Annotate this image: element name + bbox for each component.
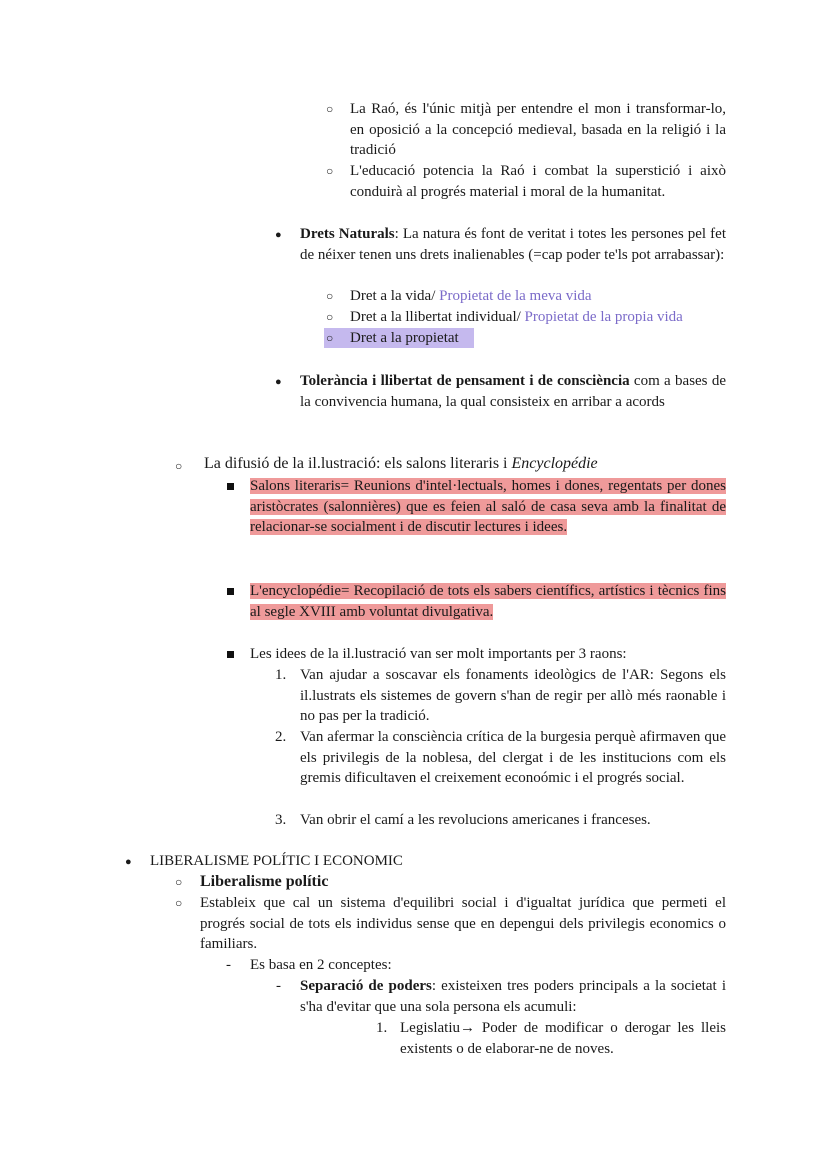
tolerance-paragraph (300, 371, 726, 412)
importance-text: Les idees de la il.lustració van ser molt importants per 3 raons: (250, 646, 627, 662)
separation-title: Separació de poders (300, 978, 432, 994)
right-note: Propietat de la meva vida (439, 288, 592, 304)
establishes-paragraph: Estableix que cal un sistema d'equilibri social i d'igualtat jurídica que permeti el progrés social de tots els individus sense que en depengui dels privilegis economics o familiars. (200, 895, 726, 953)
circle-bullet-icon: ○ (175, 459, 183, 473)
circle-bullet-icon: ○ (175, 875, 183, 889)
right-label: Dret a la vida/ (350, 288, 440, 304)
diffusion-heading-text: La difusió de la il.lustració: els salons literaris i (204, 455, 512, 472)
tolerance-title: Tolerància i llibertat de pensament i de consciència (300, 373, 630, 389)
right-item-liberty (350, 307, 683, 328)
salons-text: Salons literaris= Reunions d'intel·lectuals, homes i dones, regentats per dones aristòcrates (salonnières) que es feien al saló de casa seva amb la finalitat de relacionar-se socialment i de discutir lectures i idees. (250, 478, 726, 536)
natural-rights-text: : La natura és font de veritat i totes les persones pel fet de néixer tenen uns drets inalienables (=cap poder te'ls pot arrabassar): (300, 226, 726, 263)
list-number: 1. (275, 667, 287, 683)
right-item-property: Dret a la propietat (350, 330, 459, 346)
disc-bullet-icon: ● (275, 229, 282, 241)
circle-bullet-icon: ○ (175, 896, 183, 910)
list-number: 3. (275, 812, 287, 828)
circle-bullet-icon: ○ (326, 164, 334, 178)
reason-item: Van obrir el camí a les revolucions americanes i franceses. (300, 812, 651, 828)
disc-bullet-icon: ● (275, 376, 282, 388)
separation-text: : existeixen tres poders principals a la societat i s'ha d'evitar que una sola persona els acumuli: (300, 978, 726, 1015)
based-on-text: Es basa en 2 conceptes: (250, 957, 392, 973)
circle-bullet-icon: ○ (326, 289, 334, 303)
reason-paragraph: La Raó, és l'únic mitjà per entendre el mon i transformar-lo, en oposició a la concepció medieval, basada en la religió i la tradició (350, 101, 726, 159)
list-number: 1. (376, 1020, 388, 1036)
tolerance-text: com a bases de la convivencia humana, la qual consisteix en arribar a acords (300, 373, 726, 410)
right-note: Propietat de la propia vida (524, 309, 683, 325)
encyclopedie-paragraph (250, 581, 726, 622)
circle-bullet-icon: ○ (326, 331, 334, 345)
dash-bullet: - (226, 957, 231, 973)
list-number: 2. (275, 729, 287, 745)
liberalism-heading: LIBERALISME POLÍTIC I ECONOMIC (150, 853, 403, 869)
separation-paragraph (300, 976, 726, 1017)
natural-rights-paragraph (300, 224, 726, 265)
right-item-life (350, 286, 592, 307)
square-bullet-icon (227, 483, 234, 490)
natural-rights-title: Drets Naturals (300, 226, 395, 242)
circle-bullet-icon: ○ (326, 310, 334, 324)
reason-item: Van afermar la consciència crítica de la burgesia perquè afirmaven que els privilegis de la noblesa, del clergat i de les institucions com els gremis dificultaven el creixement econoómic i el progrés social. (300, 729, 726, 787)
disc-bullet-icon: ● (125, 856, 132, 868)
right-label: Dret a la llibertat individual/ (350, 309, 525, 325)
dash-bullet: - (276, 978, 281, 994)
political-liberalism-title: Liberalisme polític (200, 873, 329, 890)
encyclopedie-text: L'encyclopédie= Recopilació de tots els sabers científics, artístics i tècnics fins al segle XVIII amb voluntat divulgativa. (250, 583, 726, 620)
reason-item: Van ajudar a soscavar els fonaments ideològics de l'AR: Segons els il.lustrats els sistemes de govern s'han de regir per allò més raonable i no pas per la tradició. (300, 667, 726, 725)
square-bullet-icon (227, 651, 234, 658)
legislative-item: Legislatiu→ Poder de modificar o derogar les lleis existents o de elaborar-ne de noves. (400, 1020, 726, 1057)
diffusion-heading (204, 454, 598, 475)
circle-bullet-icon: ○ (326, 102, 334, 116)
education-paragraph: L'educació potencia la Raó i combat la superstició i això conduirà al progrés material i moral de la humanitat. (350, 163, 726, 200)
square-bullet-icon (227, 588, 234, 595)
diffusion-heading-italic: Encyclopédie (511, 455, 598, 472)
salons-paragraph (250, 476, 726, 538)
